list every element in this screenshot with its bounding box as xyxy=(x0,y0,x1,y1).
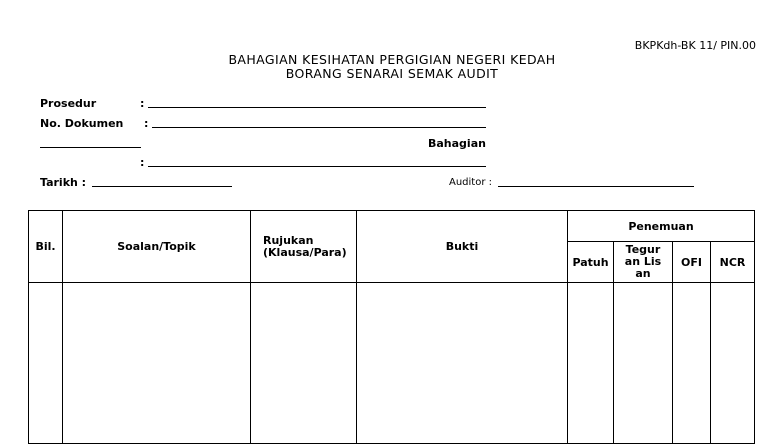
header-ncr: NCR xyxy=(711,242,755,283)
bahagian-field[interactable] xyxy=(148,166,486,167)
bahagian-prefix-line[interactable] xyxy=(40,147,141,148)
cell-teguran-lisan[interactable] xyxy=(614,283,673,444)
no-dokumen-label: No. Dokumen xyxy=(40,117,124,130)
cell-rujukan[interactable] xyxy=(251,283,357,444)
header-teguran-lisan xyxy=(614,242,673,283)
header-rujukan xyxy=(251,211,357,283)
header-bil: Bil. xyxy=(29,211,63,283)
prosedur-label: Prosedur xyxy=(40,97,97,110)
header-rujukan-text: Rujukan (Klausa/Para) xyxy=(263,233,347,259)
cell-bil[interactable] xyxy=(29,283,63,444)
header-ofi: OFI xyxy=(673,242,711,283)
header-patuh: Patuh xyxy=(568,242,614,283)
bahagian-colon: : xyxy=(140,156,145,169)
bahagian-label: Bahagian xyxy=(428,137,486,150)
document-subtitle: BORANG SENARAI SEMAK AUDIT xyxy=(285,66,499,81)
tarikh-label: Tarikh : xyxy=(40,176,87,189)
no-dokumen-colon: : xyxy=(144,117,149,130)
document-ref-code: BKPKdh-BK 11/ PIN.00 xyxy=(634,39,756,52)
cell-ofi[interactable] xyxy=(673,283,711,444)
cell-bukti[interactable] xyxy=(357,283,568,444)
tarikh-field[interactable] xyxy=(92,186,232,187)
header-soalan-topik: Soalan/Topik xyxy=(63,211,251,283)
document-title: BAHAGIAN KESIHATAN PERGIGIAN NEGERI KEDAH xyxy=(228,52,556,67)
no-dokumen-field[interactable] xyxy=(152,127,486,128)
audit-checklist-table xyxy=(28,210,755,444)
prosedur-colon: : xyxy=(140,97,145,110)
auditor-label: Auditor : xyxy=(449,177,493,188)
header-teguran-lisan-text: Teguran Lisan xyxy=(624,243,662,280)
cell-soalan-topik[interactable] xyxy=(63,283,251,444)
cell-patuh[interactable] xyxy=(568,283,614,444)
header-penemuan: Penemuan xyxy=(568,211,755,242)
header-bukti: Bukti xyxy=(357,211,568,283)
prosedur-field[interactable] xyxy=(148,107,486,108)
auditor-field[interactable] xyxy=(498,186,694,187)
cell-ncr[interactable] xyxy=(711,283,755,444)
